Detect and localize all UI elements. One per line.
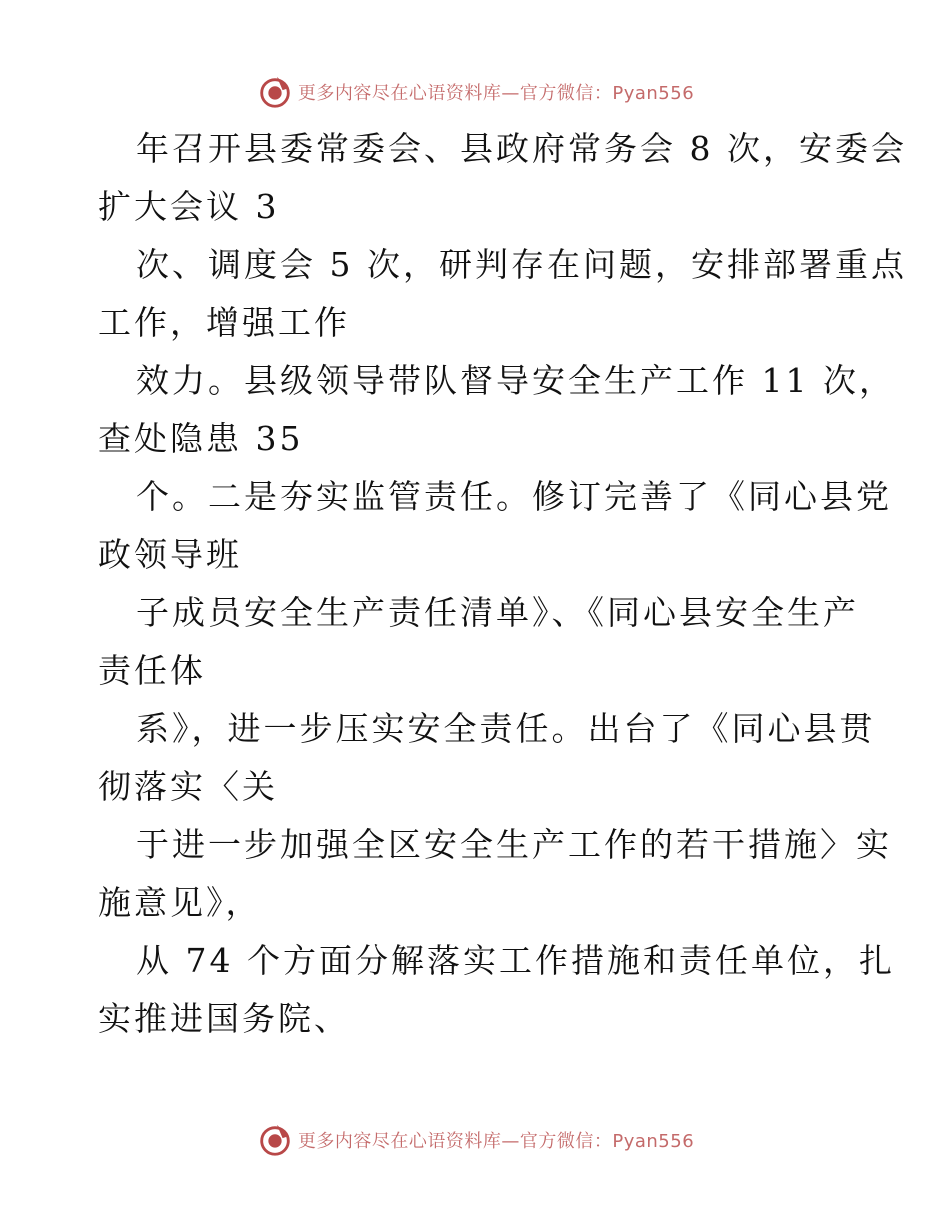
text-line: 政领导班 (98, 535, 242, 574)
text-line: 子成员安全生产责任清单》、《同心县安全生产 (136, 593, 859, 632)
document-body (98, 120, 907, 1048)
text-line: 效力。县级领导带队督导安全生产工作 11 次， (136, 361, 895, 400)
watermark-text: 更多内容尽在心语资料库—官方微信：Pyan556 (297, 83, 695, 104)
text-line: 责任体 (98, 651, 206, 690)
text-line: 扩大会议 3 (98, 187, 280, 226)
text-line: 从 74 个方面分解落实工作措施和责任单位，扎 (136, 941, 895, 980)
brand-logo-icon (256, 73, 294, 111)
brand-logo-icon (256, 1121, 294, 1159)
watermark-text: 更多内容尽在心语资料库—官方微信：Pyan556 (297, 1131, 695, 1152)
header-watermark (0, 72, 950, 112)
text-line: 年召开县委常委会、县政府常务会 8 次，安委会 (136, 129, 907, 168)
footer-watermark (0, 1120, 950, 1160)
text-line: 查处隐患 35 (98, 419, 304, 458)
text-line: 彻落实〈关 (98, 767, 278, 806)
text-line: 个。二是夯实监管责任。修订完善了《同心县党 (136, 477, 892, 516)
text-line: 于进一步加强全区安全生产工作的若干措施〉实 (136, 825, 892, 864)
text-line: 施意见》， (98, 883, 262, 922)
text-line: 实推进国务院、 (98, 999, 350, 1038)
text-line: 次、调度会 5 次，研判存在问题，安排部署重点 (136, 245, 907, 284)
text-line: 系》，进一步压实安全责任。出台了《同心县贯 (136, 709, 876, 748)
text-line: 工作，增强工作 (98, 303, 350, 342)
